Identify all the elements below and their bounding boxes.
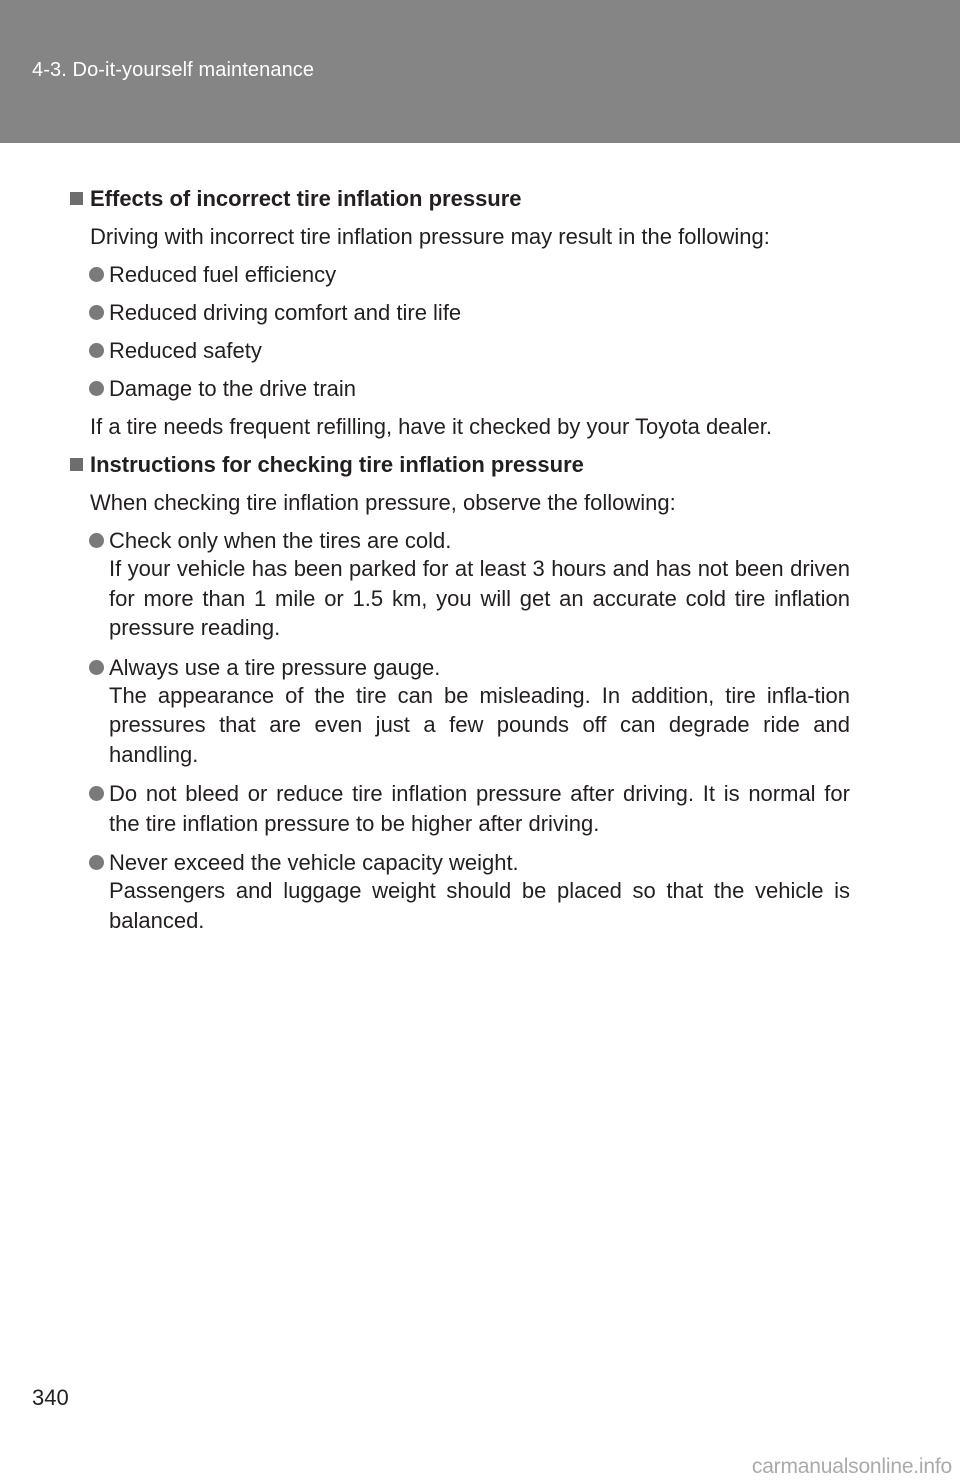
circle-bullet-icon [89, 786, 104, 801]
square-bullet-icon [70, 458, 83, 471]
circle-bullet-icon [89, 305, 104, 320]
item-title: Always use a tire pressure gauge. [109, 654, 441, 680]
list-item: Reduced driving comfort and tire life [70, 294, 850, 332]
item-detail: Passengers and luggage weight should be placed so that the vehicle is balanced. [109, 878, 850, 933]
circle-bullet-icon [89, 343, 104, 358]
square-bullet-icon [70, 192, 83, 205]
list-item [70, 844, 850, 935]
section-outro: If a tire needs frequent refilling, have it checked by your Toyota dealer. [90, 414, 772, 439]
circle-bullet-icon [89, 660, 104, 675]
page-header [0, 0, 960, 143]
item-detail: The appearance of the tire can be misleading. In addition, tire infla-tion pressures that are even just a few pounds off can degrade ride and handling. [109, 682, 850, 767]
circle-bullet-icon [89, 267, 104, 282]
list-item: Damage to the drive train [70, 370, 850, 408]
item-detail: If your vehicle has been parked for at least 3 hours and has not been driven for more than 1 mile or 1.5 km, you will get an accurate cold tire inflation pressure reading. [109, 556, 850, 640]
circle-bullet-icon [89, 533, 104, 548]
list-item: Reduced safety [70, 332, 850, 370]
list-item: Reduced fuel efficiency [70, 256, 850, 294]
page-body [70, 180, 850, 941]
item-title: Check only when the tires are cold. [109, 528, 452, 553]
section-intro: Driving with incorrect tire inflation pressure may result in the following: [90, 224, 770, 249]
watermark: carmanualsonline.info [751, 1455, 952, 1478]
page-number: 340 [32, 1385, 69, 1410]
list-item [70, 522, 850, 643]
section-title: 4-3. Do-it-yourself maintenance [32, 59, 315, 81]
section-intro: When checking tire inflation pressure, observe the following: [90, 490, 676, 515]
circle-bullet-icon [89, 381, 104, 396]
section-heading: Instructions for checking tire inflation pressure [70, 446, 850, 484]
section-heading: Effects of incorrect tire inflation pressure [70, 180, 850, 218]
list-item [70, 649, 850, 770]
item-title: Do not bleed or reduce tire inflation pressure after driving. It is normal for the tire inflation pressure to be higher after driving. [109, 781, 850, 836]
item-title: Never exceed the vehicle capacity weight. [109, 850, 519, 875]
circle-bullet-icon [89, 855, 104, 870]
list-item [70, 775, 850, 838]
